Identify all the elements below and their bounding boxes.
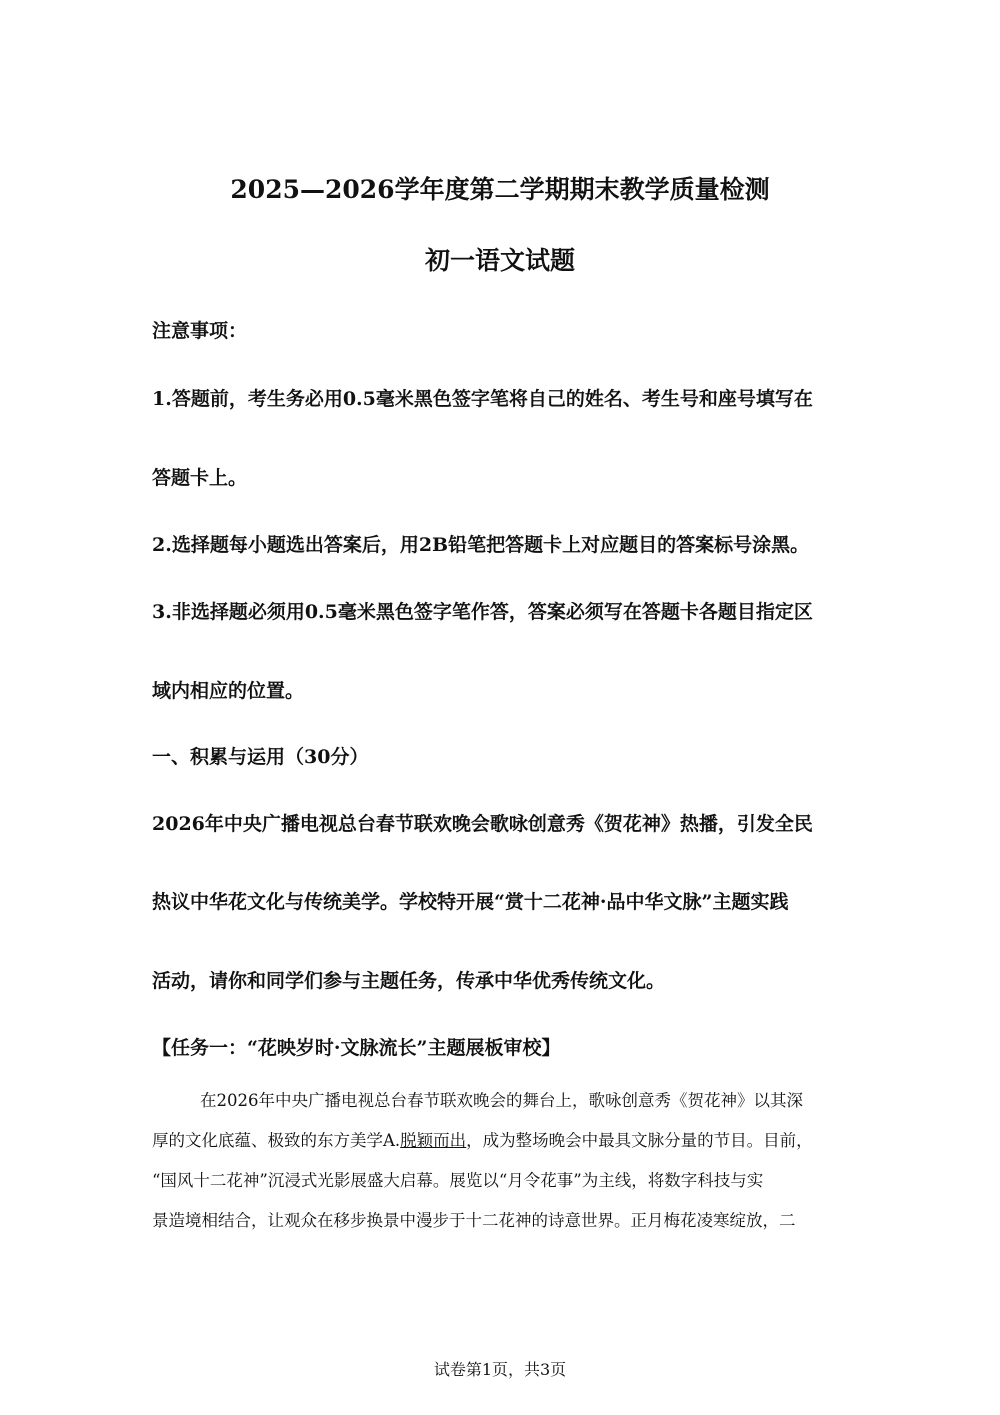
subject-title: 初一语文试题 [424, 246, 575, 275]
section-1-intro-line-3: 活动，请你和同学们参与主题任务，传承中华优秀传统文化。 [152, 970, 666, 992]
notice-item-3-line-2: 域内相应的位置。 [152, 680, 305, 702]
exam-title: 2025—2026学年度第二学期期末教学质量检测 [230, 175, 770, 204]
section-1-heading: 一、积累与运用（30分） [152, 746, 369, 768]
notice-item-3-line-1: 3.非选择题必须用0.5毫米黑色签字笔作答，答案必须写在答题卡各题目指定区 [152, 601, 813, 623]
paragraph-text: 厚的文化底蕴、极致的东方美学A. [152, 1131, 401, 1150]
underlined-phrase-a: 脱颖而出 [400, 1131, 467, 1150]
task-1-paragraph-line-1: 在2026年中央广播电视总台春节联欢晚会的舞台上，歌咏创意秀《贺花神》以其深 [200, 1091, 803, 1110]
task-1-paragraph-line-2 [152, 1127, 852, 1151]
section-1-intro-line-1: 2026年中央广播电视总台春节联欢晚会歌咏创意秀《贺花神》热播，引发全民 [152, 813, 813, 835]
notice-item-1-line-1: 1.答题前，考生务必用0.5毫米黑色签字笔将自己的姓名、考生号和座号填写在 [152, 388, 813, 410]
notice-item-1-line-2: 答题卡上。 [152, 467, 248, 489]
paragraph-text: ，成为整场晚会中最具文脉分量的节目。目前， [466, 1131, 813, 1150]
task-1-paragraph-line-3: “国风十二花神”沉浸式光影展盛大启幕。展览以“月令花事”为主线，将数字科技与实 [152, 1171, 764, 1190]
section-1-intro-line-2: 热议中华花文化与传统美学。学校特开展“赏十二花神·品中华文脉”主题实践 [152, 891, 789, 913]
notice-heading: 注意事项： [152, 320, 248, 342]
task-1-paragraph-line-4: 景造境相结合，让观众在移步换景中漫步于十二花神的诗意世界。正月梅花凌寒绽放，二 [152, 1211, 796, 1230]
notice-item-2: 2.选择题每小题选出答案后，用2B铅笔把答题卡上对应题目的答案标号涂黑。 [152, 534, 810, 556]
page-footer: 试卷第1页，共3页 [433, 1360, 567, 1379]
task-1-heading: 【任务一：“花映岁时·文脉流长”主题展板审校】 [152, 1037, 561, 1059]
